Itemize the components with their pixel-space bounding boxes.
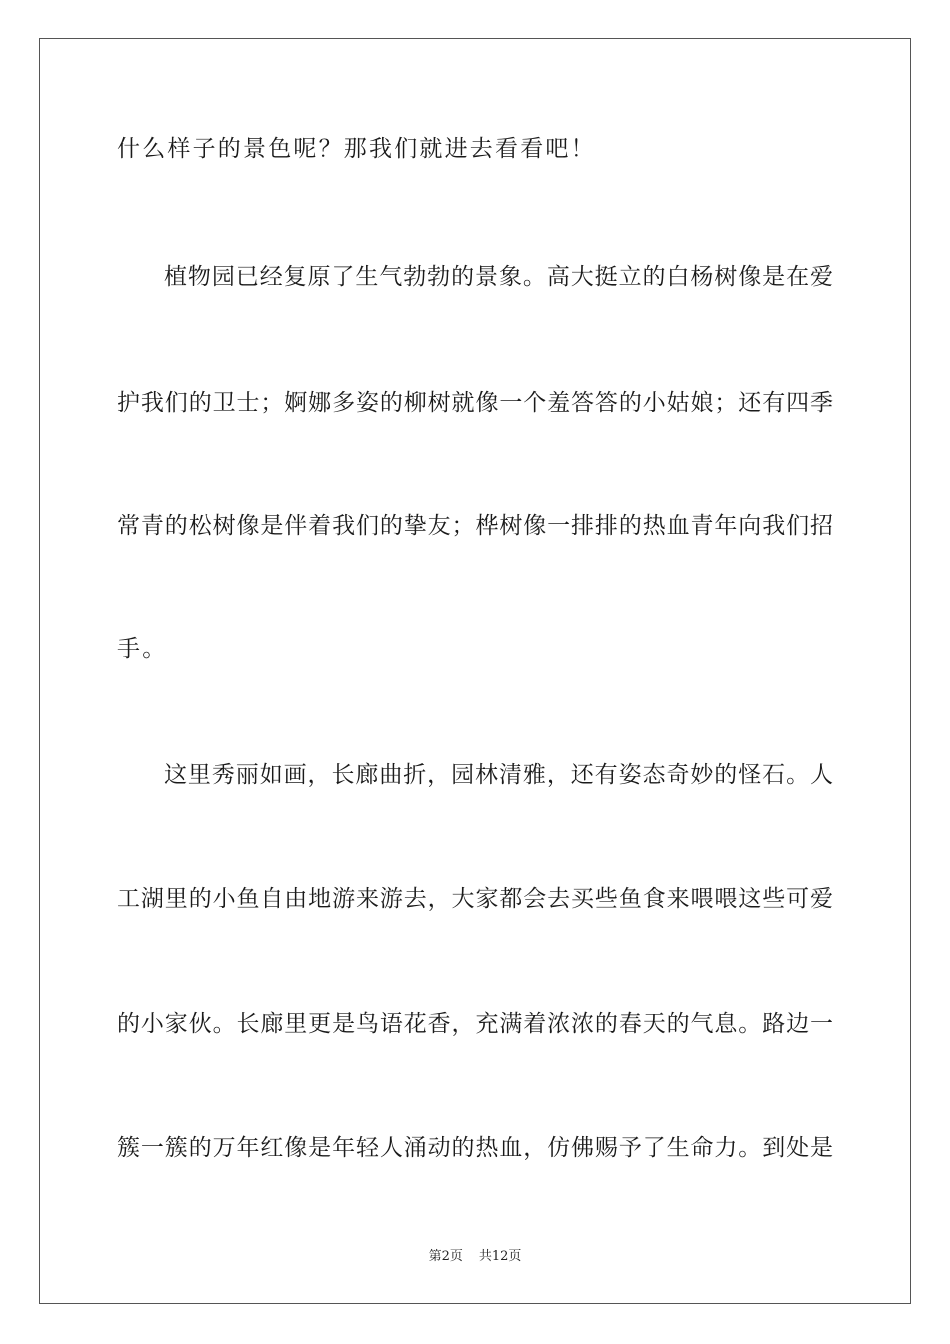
page-footer [0, 1248, 950, 1266]
text-line-6: 这里秀丽如画，长廊曲折，园林清雅，还有姿态奇妙的怪石。人 [164, 762, 833, 788]
text-line-9: 簇一簇的万年红像是年轻人涌动的热血，仿佛赐予了生命力。到处是 [117, 1135, 833, 1161]
text-line-4: 常青的松树像是伴着我们的挚友；桦树像一排排的热血青年向我们招 [117, 513, 833, 539]
page-number: 第2页 [428, 1249, 463, 1264]
text-line-7: 工湖里的小鱼自由地游来游去，大家都会去买些鱼食来喂喂这些可爱 [117, 886, 833, 912]
text-line-1: 什么样子的景色呢？那我们就进去看看吧！ [117, 136, 596, 162]
text-line-3: 护我们的卫士；婀娜多姿的柳树就像一个羞答答的小姑娘；还有四季 [117, 390, 833, 416]
page-border [39, 38, 911, 1304]
text-line-5: 手。 [117, 636, 168, 662]
text-line-2: 植物园已经复原了生气勃勃的景象。高大挺立的白杨树像是在爱 [164, 264, 833, 290]
page-total: 共12页 [478, 1249, 522, 1264]
text-line-8: 的小家伙。长廊里更是鸟语花香，充满着浓浓的春天的气息。路边一 [117, 1011, 833, 1037]
